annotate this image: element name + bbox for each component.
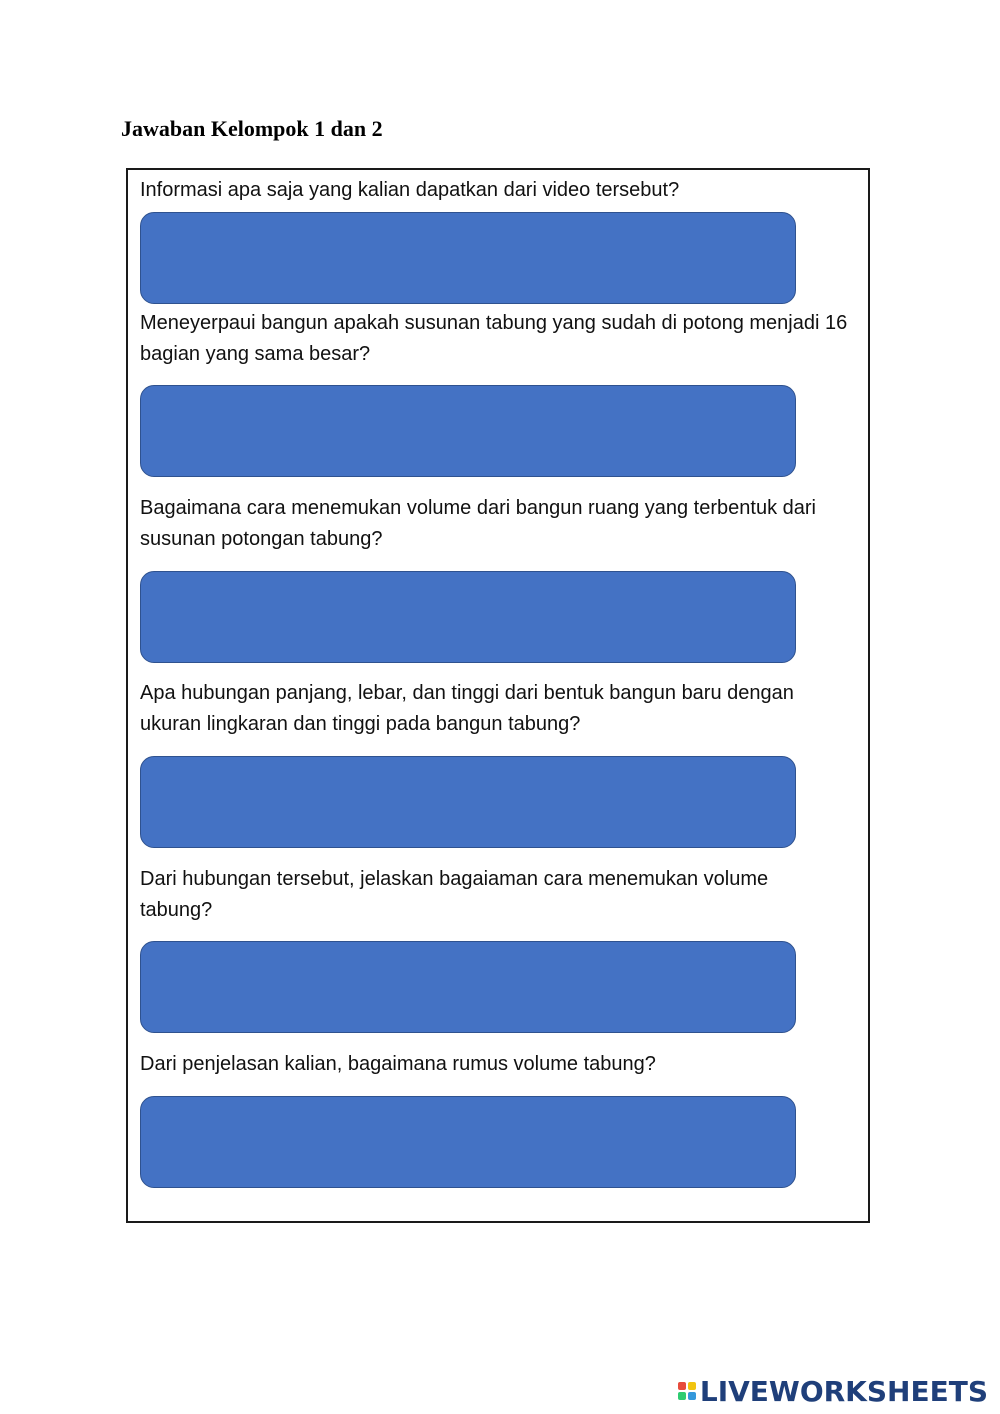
answer-box-6[interactable] [140,1096,796,1188]
logo-text: LIVEWORKSHEETS [699,1374,988,1408]
question-4: Apa hubungan panjang, lebar, dan tinggi dari bentuk bangun baru dengan ukuran lingkaran dan tinggi pada bangun tabung? [140,682,794,735]
question-2: Meneyerpaui bangun apakah susunan tabung yang sudah di potong menjadi 16 bagian yang sama besar? [140,312,848,365]
answer-box-4[interactable] [140,756,796,848]
question-3: Bagaimana cara menemukan volume dari bangun ruang yang terbentuk dari susunan potongan tabung? [140,497,816,550]
question-5: Dari hubungan tersebut, jelaskan bagaiaman cara menemukan volume tabung? [140,868,769,921]
answer-box-2[interactable] [140,385,796,477]
page-title: Jawaban Kelompok 1 dan 2 [121,116,383,141]
question-1: Informasi apa saja yang kalian dapatkan dari video tersebut? [140,179,680,201]
liveworksheets-logo [678,1374,988,1408]
liveworksheets-logo-icon [678,1382,696,1400]
answer-box-5[interactable] [140,941,796,1033]
answer-box-1[interactable] [140,212,796,304]
answer-box-3[interactable] [140,571,796,663]
question-6: Dari penjelasan kalian, bagaimana rumus volume tabung? [140,1053,656,1075]
